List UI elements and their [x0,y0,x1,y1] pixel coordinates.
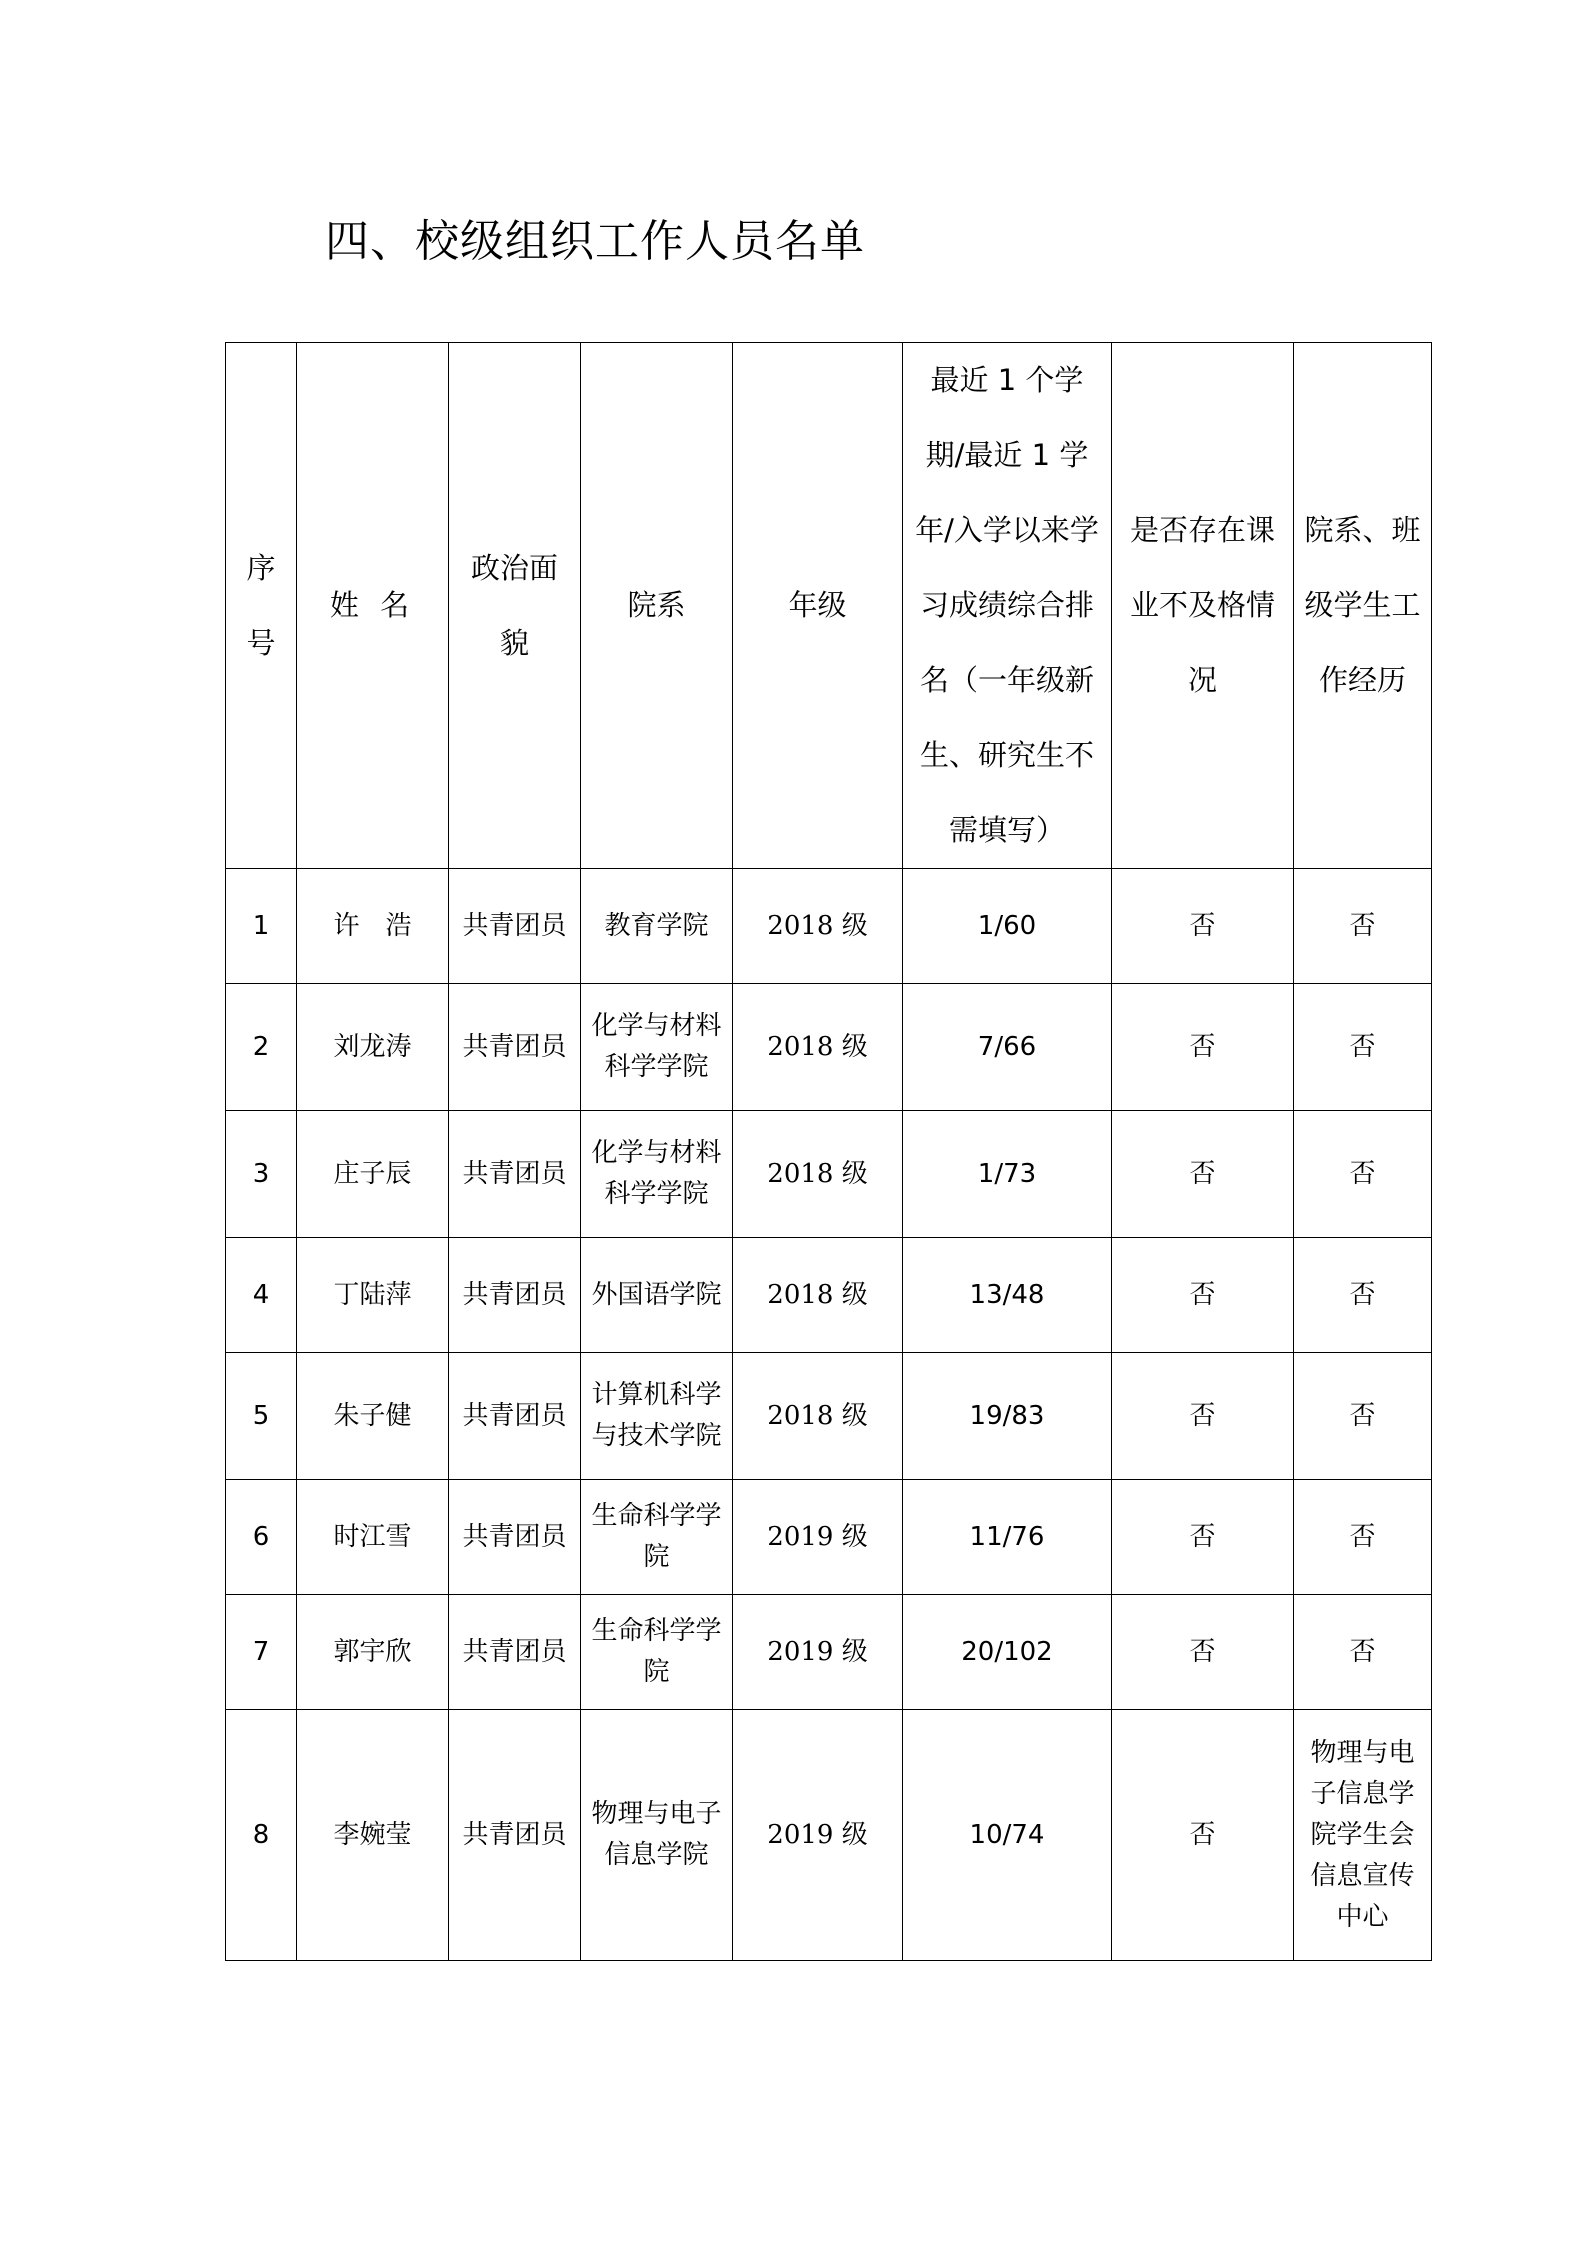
cell-department: 计算机科学与技术学院 [581,1353,733,1480]
cell-work-experience: 否 [1294,1111,1432,1238]
cell-failed-courses: 否 [1112,1238,1294,1353]
cell-grade: 2019 级 [733,1710,903,1961]
cell-work-experience: 否 [1294,1353,1432,1480]
cell-name: 许 浩 [297,869,449,984]
cell-ranking: 7/66 [903,984,1112,1111]
cell-failed-courses: 否 [1112,1353,1294,1480]
cell-index: 6 [226,1480,297,1595]
cell-ranking: 13/48 [903,1238,1112,1353]
cell-political-status: 共青团员 [449,1111,581,1238]
table-row [226,1353,1432,1480]
cell-index: 5 [226,1353,297,1480]
cell-failed-courses: 否 [1112,1111,1294,1238]
cell-grade: 2019 级 [733,1595,903,1710]
cell-grade: 2018 级 [733,1111,903,1238]
cell-political-status: 共青团员 [449,1353,581,1480]
page-title: 四、校级组织工作人员名单 [325,216,865,267]
cell-ranking: 20/102 [903,1595,1112,1710]
cell-department: 化学与材料科学学院 [581,984,733,1111]
cell-ranking: 11/76 [903,1480,1112,1595]
cell-political-status: 共青团员 [449,1238,581,1353]
cell-political-status: 共青团员 [449,1595,581,1710]
cell-work-experience: 否 [1294,1480,1432,1595]
cell-name: 时江雪 [297,1480,449,1595]
cell-grade: 2019 级 [733,1480,903,1595]
cell-index: 2 [226,984,297,1111]
cell-ranking: 1/60 [903,869,1112,984]
header-grade: 年级 [733,343,903,869]
table-header-row [226,343,1432,869]
table-row [226,1595,1432,1710]
cell-index: 1 [226,869,297,984]
table-row [226,869,1432,984]
table-row [226,1480,1432,1595]
cell-department: 生命科学学院 [581,1480,733,1595]
cell-political-status: 共青团员 [449,984,581,1111]
cell-grade: 2018 级 [733,1238,903,1353]
staff-roster-table [225,342,1432,1961]
table-row [226,1238,1432,1353]
cell-ranking: 19/83 [903,1353,1112,1480]
cell-name: 庄子辰 [297,1111,449,1238]
header-name: 姓 名 [297,343,449,869]
cell-department: 生命科学学院 [581,1595,733,1710]
cell-name: 刘龙涛 [297,984,449,1111]
cell-failed-courses: 否 [1112,1595,1294,1710]
cell-index: 3 [226,1111,297,1238]
cell-name: 郭宇欣 [297,1595,449,1710]
table-row [226,984,1432,1111]
cell-failed-courses: 否 [1112,1480,1294,1595]
cell-department: 化学与材料科学学院 [581,1111,733,1238]
cell-political-status: 共青团员 [449,1710,581,1961]
cell-department: 外国语学院 [581,1238,733,1353]
cell-name: 李婉莹 [297,1710,449,1961]
cell-work-experience: 否 [1294,1238,1432,1353]
cell-department: 物理与电子信息学院 [581,1710,733,1961]
table-row [226,1710,1432,1961]
table-row [226,1111,1432,1238]
cell-grade: 2018 级 [733,1353,903,1480]
cell-political-status: 共青团员 [449,1480,581,1595]
cell-work-experience: 否 [1294,984,1432,1111]
cell-index: 4 [226,1238,297,1353]
cell-work-experience: 物理与电子信息学院学生会信息宣传中心 [1294,1710,1432,1961]
cell-ranking: 10/74 [903,1710,1112,1961]
cell-index: 8 [226,1710,297,1961]
cell-failed-courses: 否 [1112,1710,1294,1961]
header-work-experience: 院系、班级学生工作经历 [1294,343,1432,869]
cell-failed-courses: 否 [1112,869,1294,984]
cell-department: 教育学院 [581,869,733,984]
cell-work-experience: 否 [1294,1595,1432,1710]
cell-grade: 2018 级 [733,869,903,984]
header-ranking: 最近 1 个学期/最近 1 学年/入学以来学习成绩综合排名（一年级新生、研究生不需填写） [903,343,1112,869]
cell-index: 7 [226,1595,297,1710]
cell-work-experience: 否 [1294,869,1432,984]
header-index: 序号 [226,343,297,869]
cell-name: 丁陆萍 [297,1238,449,1353]
header-failed-courses: 是否存在课业不及格情况 [1112,343,1294,869]
cell-ranking: 1/73 [903,1111,1112,1238]
cell-failed-courses: 否 [1112,984,1294,1111]
header-political-status: 政治面貌 [449,343,581,869]
cell-grade: 2018 级 [733,984,903,1111]
header-department: 院系 [581,343,733,869]
cell-name: 朱子健 [297,1353,449,1480]
cell-political-status: 共青团员 [449,869,581,984]
